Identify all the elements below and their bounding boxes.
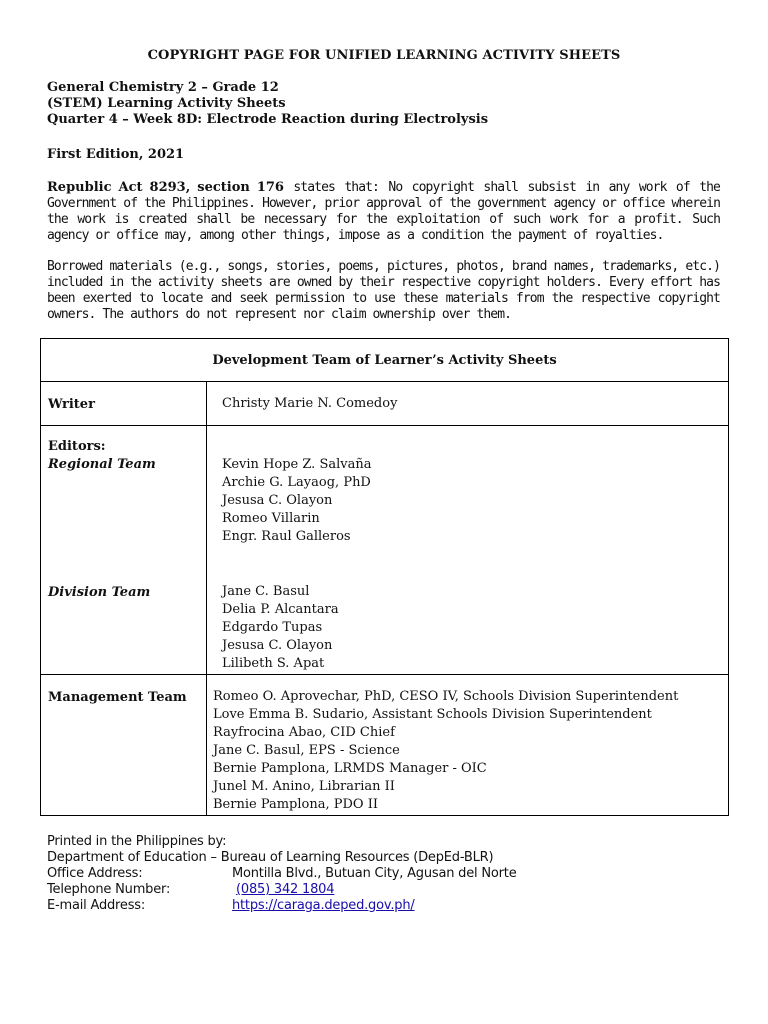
list-item: Junel M. Anino, Librarian II <box>213 779 395 794</box>
writer-label: Writer <box>48 397 95 412</box>
office-address-value: Montilla Blvd., Butuan City, Agusan del Norte <box>232 866 517 881</box>
borrowed-materials-paragraph: Borrowed materials (e.g., songs, stories, poems, pictures, photos, brand names, trademarks, etc.) included in the activity sheets are owned by their respective copyright holders. Every effort has been exerted to locate and seek permission to use these materials from the respective copyright owners. The authors do not represent nor claim ownership over them. <box>47 259 720 322</box>
office-address-label: Office Address: <box>47 866 143 881</box>
telephone-label: Telephone Number: <box>47 882 171 897</box>
department-name: Department of Education – Bureau of Learning Resources (DepEd-BLR) <box>47 850 494 865</box>
list-item: Delia P. Alcantara <box>222 602 339 617</box>
office-address-row <box>47 866 517 882</box>
writer-name: Christy Marie N. Comedoy <box>222 396 398 411</box>
division-team-list <box>222 583 339 673</box>
editors-label: Editors: <box>48 439 106 454</box>
telephone-row <box>47 882 493 898</box>
regional-team-list <box>222 456 371 546</box>
copyright-paragraph <box>47 180 720 244</box>
list-item: Bernie Pamplona, LRMDS Manager - OIC <box>213 761 487 776</box>
management-team-label: Management Team <box>48 690 187 705</box>
table-divider <box>41 674 728 675</box>
list-item: Archie G. Layaog, PhD <box>222 475 371 490</box>
list-item: Jesusa C. Olayon <box>222 493 333 508</box>
table-divider <box>41 381 728 382</box>
list-item: Lilibeth S. Apat <box>222 656 325 671</box>
subject-block <box>47 80 488 128</box>
subject-line: (STEM) Learning Activity Sheets <box>47 96 286 111</box>
table-divider <box>41 425 728 426</box>
list-item: Jane C. Basul, EPS - Science <box>213 743 400 758</box>
copyright-text: states that: No copyright shall subsist in any work of the Government of the Philippines. However, prior approval of the government agency or office wherein the work is created shall be necessary for the exploitation of such work for a profit. Such agency or office may, among other things, impose as a condition the payment of royalties. <box>47 180 720 243</box>
list-item: Kevin Hope Z. Salvaña <box>222 457 372 472</box>
telephone-link[interactable]: (085) 342 1804 <box>236 882 335 897</box>
table-column-divider <box>206 381 207 815</box>
list-item: Jesusa C. Olayon <box>222 638 333 653</box>
email-row <box>47 898 493 914</box>
publisher-info <box>47 834 517 914</box>
list-item: Engr. Raul Galleros <box>222 529 351 544</box>
list-item: Rayfrocina Abao, CID Chief <box>213 725 395 740</box>
subject-line: Quarter 4 – Week 8D: Electrode Reaction during Electrolysis <box>47 112 489 127</box>
regional-team-label: Regional Team <box>48 457 156 472</box>
edition-line: First Edition, 2021 <box>47 147 185 162</box>
page-title: COPYRIGHT PAGE FOR UNIFIED LEARNING ACTIVITY SHEETS <box>147 48 621 63</box>
list-item: Romeo O. Aprovechar, PhD, CESO IV, Schools Division Superintendent <box>213 689 679 704</box>
list-item: Love Emma B. Sudario, Assistant Schools Division Superintendent <box>213 707 652 722</box>
printed-by: Printed in the Philippines by: <box>47 834 227 849</box>
website-link[interactable]: https://caraga.deped.gov.ph/ <box>232 898 415 913</box>
development-team-table <box>40 338 729 816</box>
list-item: Romeo Villarin <box>222 511 320 526</box>
list-item: Bernie Pamplona, PDO II <box>213 797 378 812</box>
subject-line: General Chemistry 2 – Grade 12 <box>47 80 279 95</box>
list-item: Edgardo Tupas <box>222 620 323 635</box>
division-team-label: Division Team <box>48 585 151 600</box>
list-item: Jane C. Basul <box>222 584 310 599</box>
management-team-list <box>213 688 678 814</box>
email-label: E-mail Address: <box>47 898 146 913</box>
team-table-title: Development Team of Learner’s Activity Sheets <box>212 353 557 368</box>
law-reference: Republic Act 8293, section 176 <box>47 180 284 195</box>
